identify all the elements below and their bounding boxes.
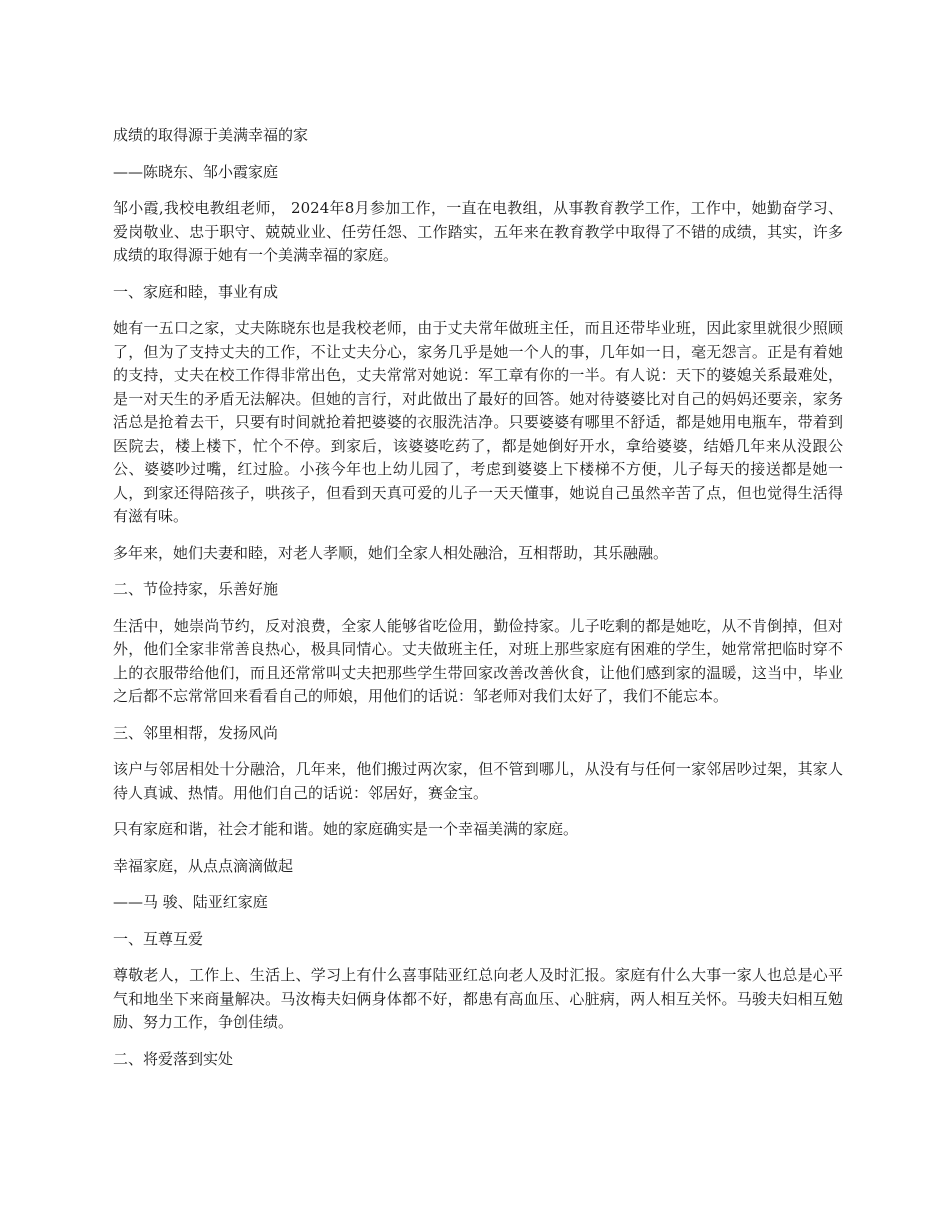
section-heading: 一、家庭和睦，事业有成	[113, 282, 279, 301]
body-paragraph: 只有家庭和谐，社会才能和谐。她的家庭确实是一个幸福美满的家庭。	[113, 820, 579, 838]
body-paragraph: 她有一五口之家，丈夫陈晓东也是我校老师，由于丈夫常年做班主任，而且还带毕业班，因此家里就很少照顾了，但为了支持丈夫的工作，不让丈夫分心，家务几乎是她一个人的事，几年如一日，毫无怨言。正是有着她的支持，丈夫在校工作得非常出色，丈夫常常对她说：军工章有你的一半。有人说：天下的婆媳关系最难处，是一对天生的矛盾无法解决。但她的言行，对此做出了最好的回答。她对待婆婆比对自己的妈妈还要亲，家务活总是抢着去干，只要有时间就抢着把婆婆的衣服洗洁净。只要婆婆有哪里不舒适，都是她用电瓶车，带着到医院去，楼上楼下，忙个不停。到家后，该婆婆吃药了，都是她倒好开水，拿给婆婆，结婚几年来从没跟公公、婆婆吵过嘴，红过脸。小孩今年也上幼儿园了，考虑到婆婆上下楼梯不方便，儿子每天的接送都是她一人，到家还得陪孩子，哄孩子，但看到天真可爱的儿子一天天懂事，她说自己虽然辛苦了点，但也觉得生活得有滋有味。	[113, 319, 843, 525]
body-paragraph: 邹小霞,我校电教组老师， 2024年8月参加工作，一直在电教组，从事教育教学工作，工作中，她勤奋学习、爱岗敬业、忠于职守、兢兢业业、任劳任怨、工作踏实，五年来在教育教学中取得了不错的成绩，其实，许多成绩的取得源于她有一个美满幸福的家庭。	[113, 199, 843, 264]
body-paragraph: 该户与邻居相处十分融洽，几年来，他们搬过两次家，但不管到哪儿，从没有与任何一家邻居吵过架，其家人待人真诚、热情。用他们自己的话说：邻居好，赛金宝。	[113, 760, 843, 802]
section-heading: 三、邻里相帮，发扬风尚	[113, 723, 279, 742]
section-heading: 二、将爱落到实处	[113, 1049, 234, 1068]
document-body	[113, 124, 843, 1084]
body-paragraph: 生活中，她崇尚节约，反对浪费，全家人能够省吃俭用，勤俭持家。儿子吃剩的都是她吃，从不肯倒掉，但对外，他们全家非常善良热心，极具同情心。丈夫做班主任，对班上那些家庭有困难的学生，她常常把临时穿不上的衣服带给他们，而且还常常叫丈夫把那些学生带回家改善改善伙食，让他们感到家的温暖，这当中，毕业之后都不忘常常回来看看自己的师娘，用他们的话说：邹老师对我们太好了，我们不能忘本。	[113, 616, 843, 705]
article-byline: ——马 骏、陆亚红家庭	[113, 893, 268, 911]
section-heading: 一、互尊互爱	[113, 929, 204, 948]
article-title: 成绩的取得源于美满幸福的家	[113, 126, 309, 144]
body-paragraph: 多年来，她们夫妻和睦，对老人孝顺，她们全家人相处融洽，互相帮助，其乐融融。	[113, 543, 669, 562]
article-byline: ——陈晓东、邹小霞家庭	[113, 162, 279, 181]
article-title: 幸福家庭，从点点滴滴做起	[113, 856, 294, 875]
body-paragraph: 尊敬老人，工作上、生活上、学习上有什么喜事陆亚红总向老人及时汇报。家庭有什么大事一家人也总是心平气和地坐下来商量解决。马汝梅夫妇俩身体都不好，都患有高血压、心脏病，两人相互关怀。马骏夫妇相互勉励、努力工作，争创佳绩。	[113, 966, 843, 1031]
section-heading: 二、节俭持家，乐善好施	[113, 580, 279, 598]
